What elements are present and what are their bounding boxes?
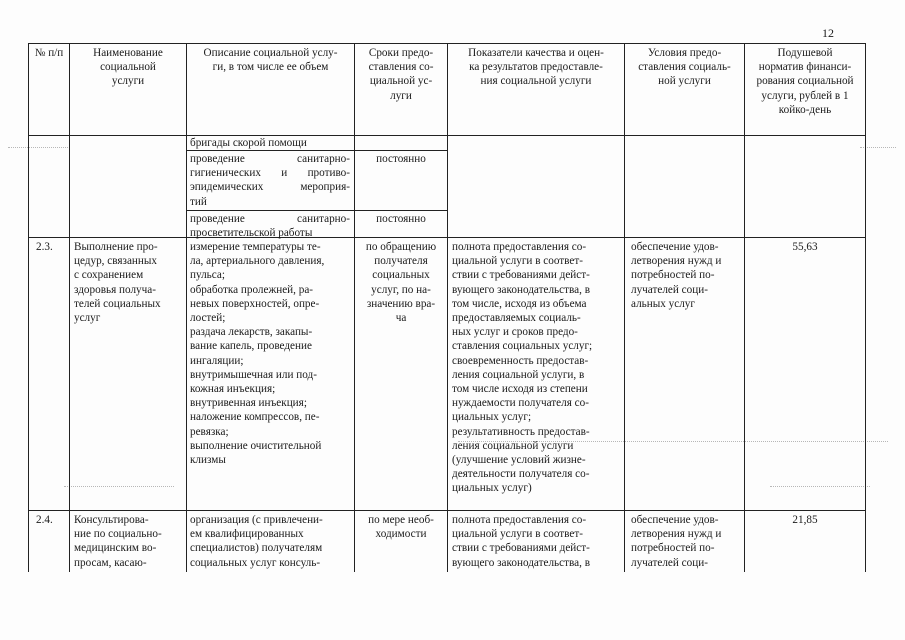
row-2-4-terms: по мере необ- ходимости — [368, 514, 434, 541]
header-norm: Подушевой норматив финанси- рования социальной услуги, рублей в 1 койко-день — [756, 47, 854, 116]
row-2-3-number: 2.3. — [36, 241, 53, 253]
page-number: 12 — [822, 26, 834, 40]
education-term: постоянно — [376, 213, 426, 225]
header-number — [29, 46, 69, 60]
ambulance-text: бригады скорой помощи — [190, 137, 307, 149]
hygiene-term: постоянно — [376, 153, 426, 165]
education-work-end: просветительской работы — [190, 227, 313, 240]
row-2-3-terms: по обращению получателя социальных услуг, по на- значению вра- ча — [365, 241, 437, 325]
header-terms: Сроки предо- ставления со- циальной ус- луги — [368, 47, 434, 102]
row-2-3-conditions: обеспечение удов- летворения нужд и потребностей по- лучателей соци- альных услуг — [631, 241, 722, 310]
row-2-4-conditions: обеспечение удов- летворения нужд и потребностей по- лучателей соци- — [631, 514, 722, 569]
row-2-3-description: измерение температуры те- ла, артериального давления, пульса; обработка пролежней, ра- невых поверхностей, опре- лостей; раздача лекарств, закапы- вание капель, проведение ингаляции; внутримышечная или под- кожная инъекция; внутривенная инъекция; наложение компрессов, пе- ревязка; выполнение очистительной клизмы — [190, 241, 325, 467]
hygiene-measures: проведение санитарно- гигиенических и противо- эпидемических мероприя- — [190, 153, 350, 194]
header-conditions: Условия предо- ставления социаль- ной услуги — [638, 47, 731, 88]
row-2-4-number: 2.4. — [36, 514, 53, 526]
header-number-text: № п/п — [34, 47, 64, 59]
row-2-4-description: организация (с привлечени- ем квалифицированных специалистов) получателям социальных услуг консуль- — [190, 514, 323, 569]
hygiene-measures-end: тий — [190, 195, 207, 208]
education-work: проведение санитарно- — [190, 213, 350, 225]
header-service-name: Наименование социальной услуги — [93, 47, 163, 88]
row-2-4-name: Консультирова- ние по социально- медицинским во- просам, касаю- — [74, 514, 162, 569]
row-2-4-norm: 21,85 — [792, 514, 818, 526]
row-2-3-name: Выполнение про- цедур, связанных с сохранением здоровья получа- телей социальных услуг — [74, 241, 161, 325]
row-2-3-quality: полнота предоставления со- циальной услуги в соответ- ствии с требованиями дейст- вующего законодательства, в том числе, исходя из объема предоставляемых социаль- ных услуг и сроков предо- ставления социальных услуг; своевременность предостав- ления социальной услуги, в том числе исходя из степени нуждаемости получателя со- циальных услуг; результативность предостав- ления социальной услуги (улучшение условий жизне- деятельности получателя со- циальных услуг) — [452, 241, 593, 495]
row-2-3-norm: 55,63 — [792, 241, 818, 253]
row-2-4-quality: полнота предоставления со- циальной услуги в соответ- ствии с требованиями дейст- вующего законодательства, в — [452, 514, 590, 569]
header-quality: Показатели качества и оцен- ка результатов предоставле- ния социальной услуги — [468, 47, 604, 88]
header-description: Описание социальной услу- ги, в том числе ее объем — [203, 47, 338, 74]
